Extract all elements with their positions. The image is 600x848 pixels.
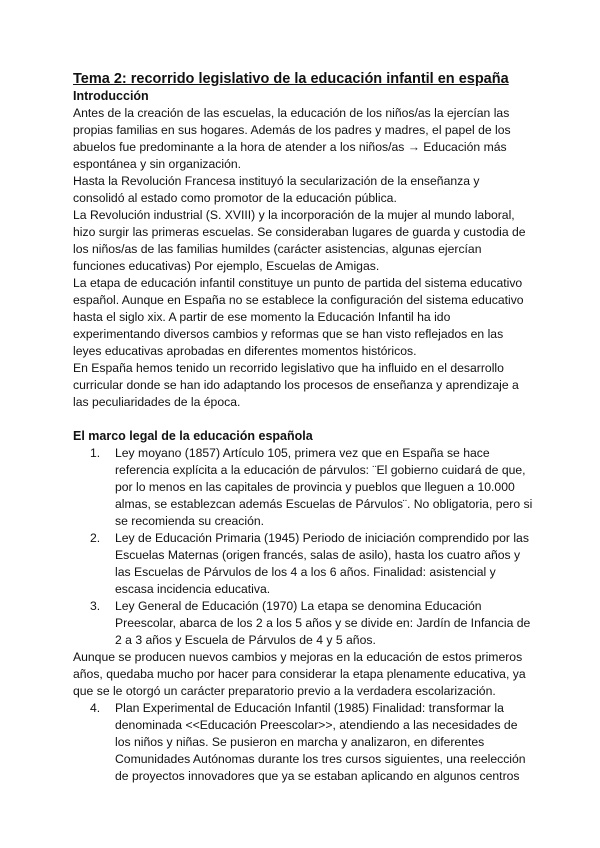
section-gap [73,411,533,428]
legal-list-first [73,445,533,649]
document-page [73,70,533,785]
list-number: 2. [90,531,101,545]
intro-paragraph: La Revolución industrial (S. XVIII) y la incorporación de la mujer al mundo laboral, hizo surgir las primeras escuelas. Se consideraban lugares de guarda y custodia de los niños/as de las familias humildes (carácter asistencias, algunas ejercían funciones educativas) Por ejemplo, Escuelas de Amigas. [73,208,526,273]
list-item-text: Plan Experimental de Educación Infantil (1985) Finalidad: transformar la denominada <<Educación Preescolar>>, atendiendo a las necesidades de los niños y niñas. Se pusieron en marcha y analizaron, en diferentes Comunidades Autónomas durante los tres cursos siguientes, una reelección de proyectos innovadores que ya se estaban aplicando en algunos centros [115,701,526,783]
list-item-text: Ley General de Educación (1970) La etapa se denomina Educación Preescolar, abarca de los 2 a los 5 años y se divide en: Jardín de Infancia de 2 a 3 años y Escuela de Párvulos de 4 y 5 años. [115,599,531,647]
intro-paragraph: Antes de la creación de las escuelas, la educación de los niños/as la ejercían las propias familias en sus hogares. Además de los padres y madres, el papel de los abuelos fue predominante a la hora de atender a los niños/as → Educación más espontánea y sin organización. [73,106,511,171]
intro-paragraph: Hasta la Revolución Francesa instituyó la secularización de la enseñanza y consolidó al estado como promotor de la educación pública. [73,174,480,205]
intro-heading: Introducción [73,89,149,103]
legal-list-item [73,530,533,598]
legal-list-item [73,598,533,649]
intro-paragraph: En España hemos tenido un recorrido legislativo que ha influido en el desarrollo curricular donde se han ido adaptando los procesos de enseñanza y aprendizaje a las peculiaridades de la época. [73,361,519,409]
list-number: 1. [90,446,101,460]
list-number: 3. [90,599,101,613]
list-item-text: Ley moyano (1857) Artículo 105, primera vez que en España se hace referencia explícita a la educación de párvulos: ¨El gobierno cuidará de que, por lo menos en las capitales de provincia y pueblos que lleguen a 10.000 almas, se establezcan además Escuelas de Párvulos¨. No obligatoria, pero si se recomienda su creación. [115,446,533,528]
list-number: 4. [90,701,101,715]
list-item-text: Ley de Educación Primaria (1945) Periodo de iniciación comprendido por las Escuelas Maternas (origen francés, salas de asilo), hasta los cuatro años y las Escuelas de Párvulos de los 4 a los 6 años. Finalidad: asistencial y escasa incidencia educativa. [115,531,529,596]
document-title: Tema 2: recorrido legislativo de la educación infantil en españa [73,71,509,87]
legal-framework-heading: El marco legal de la educación española [73,429,313,443]
legal-list-second [73,700,533,785]
intro-paragraph: La etapa de educación infantil constituye un punto de partida del sistema educativo español. Aunque en España no se establece la configuración del sistema educativo hasta el siglo xix. A partir de ese momento la Educación Infantil ha ido experimentando diversos cambios y reformas que se han visto reflejados en las leyes educativas aprobadas en diferentes momentos históricos. [73,276,524,358]
legal-list-item [73,700,533,785]
legal-list-item [73,445,533,530]
middle-paragraph: Aunque se producen nuevos cambios y mejoras en la educación de estos primeros años, quedaba mucho por hacer para considerar la etapa plenamente educativa, ya que se le otorgó un carácter preparatorio previo a la verdadera escolarización. [73,650,526,698]
